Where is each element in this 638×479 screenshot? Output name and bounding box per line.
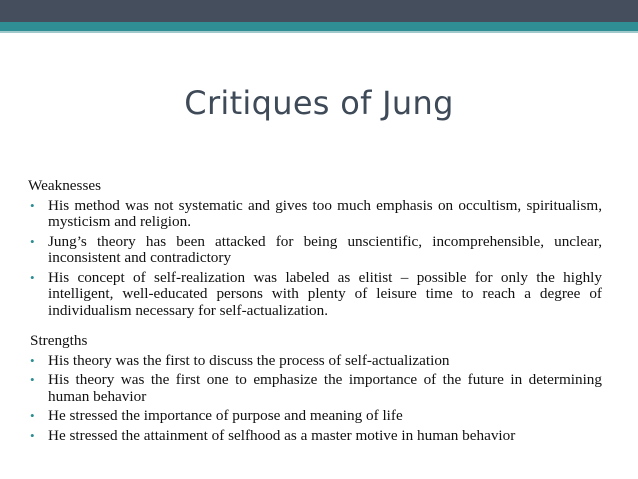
bullet-icon: • [30, 233, 35, 249]
bullet-icon: • [30, 427, 35, 443]
strength-item-text: He stressed the importance of purpose and meaning of life [48, 407, 403, 424]
bullet-icon: • [30, 408, 35, 423]
weakness-item-text: His method was not systematic and gives too much emphasis on occultism, spiritualism, mysticism and religion. [48, 196, 602, 230]
weaknesses-heading: Weaknesses [28, 177, 101, 194]
strength-item-text: He stressed the attainment of selfhood as a master motive in human behavior [48, 426, 516, 444]
header-band [0, 0, 638, 22]
slide-title: Critiques of Jung [184, 84, 454, 122]
weaknesses-list [28, 198, 602, 320]
slide-body [28, 178, 602, 444]
weakness-item-text: His concept of self-realization was labeled as elitist – possible for only the highly intelligent, well-educated persons with plenty of leisure time to reach a degree of individualism necessary for self-actualization. [48, 268, 602, 319]
weakness-item [28, 234, 602, 267]
bullet-icon: • [30, 352, 35, 368]
weakness-item [28, 198, 602, 231]
bullet-icon: • [30, 372, 35, 387]
bullet-icon: • [30, 269, 35, 285]
strength-item [28, 353, 602, 370]
strength-item [28, 372, 602, 405]
accent-stripe-light [0, 31, 638, 33]
strengths-list [28, 353, 602, 445]
weakness-item-text: Jung’s theory has been attacked for being unscientific, incomprehensible, unclear, inconsistent and contradictory [48, 232, 602, 266]
accent-stripe [0, 22, 638, 31]
strength-item [28, 428, 602, 445]
strength-item-text: His theory was the first one to emphasize the importance of the future in determining human behavior [48, 371, 602, 405]
strength-item-text: His theory was the first to discuss the process of self-actualization [48, 351, 450, 369]
weakness-item [28, 270, 602, 320]
strengths-heading: Strengths [30, 332, 88, 349]
strength-item [28, 408, 602, 425]
bullet-icon: • [30, 197, 35, 213]
